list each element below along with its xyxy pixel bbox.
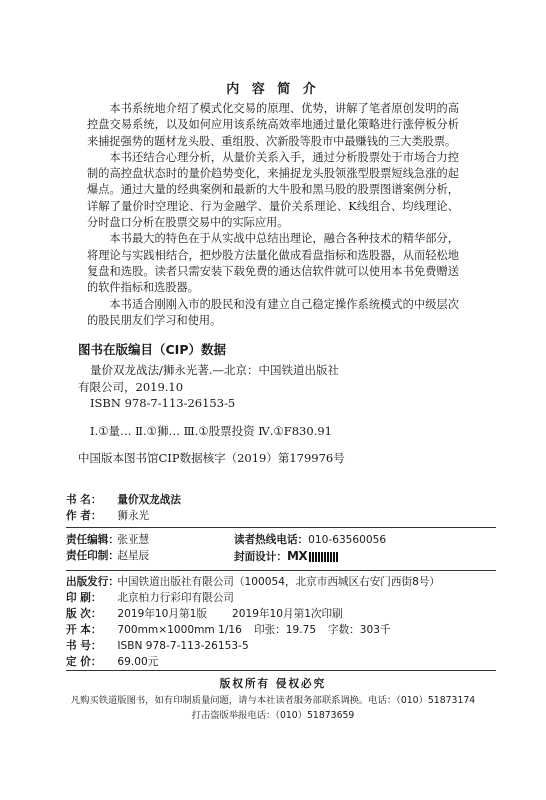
cip-line-5: 中国版本图书馆CIP数据核字（2019）第179976号 (78, 451, 345, 465)
publication-meta (66, 574, 496, 670)
cover-label: 封面设计： (234, 551, 287, 563)
editor-row (66, 532, 496, 548)
author-row (66, 508, 496, 524)
hotline-label: 读者热线电话： (234, 534, 309, 546)
cip-block (78, 362, 478, 467)
price-value: 69.00元 (117, 656, 159, 668)
printing-label: 责任印制： (66, 550, 119, 562)
cover-group (234, 548, 339, 565)
intro-body (87, 101, 459, 329)
edition-label: 版 次： (66, 608, 102, 620)
publisher-value: 中国铁道出版社有限公司（100054，北京市西城区右安门西街8号） (117, 576, 440, 588)
print-row (66, 590, 496, 606)
editor-label: 责任编辑： (66, 534, 119, 546)
editor-meta (66, 532, 496, 564)
divider-3 (66, 670, 496, 671)
edition-row (66, 606, 496, 622)
divider-2 (66, 570, 496, 571)
format-value: 700mm×1000mm 1/16 (117, 624, 242, 636)
print-label: 印 刷： (66, 592, 102, 604)
intro-paragraph-1: 本书系统地介绍了模式化交易的原理、优势，讲解了笔者原创发明的高控盘交易系统，以及如何应用该系统高效率地通过量化策略进行涨停板分析来捕捉强势的题材龙头股、重组股、次新股等股市中最赚钱的三大类股票。 (87, 102, 459, 148)
book-meta (66, 492, 496, 524)
cip-title: 图书在版编目（CIP）数据 (78, 342, 226, 357)
book-title-row (66, 492, 496, 508)
cip-line-1: 量价双龙战法/狮永光著.—北京：中国铁道出版社 (90, 363, 340, 377)
printing-row (66, 548, 496, 564)
price-row (66, 654, 496, 670)
intro-paragraph-2: 本书还结合心理分析，从量价关系入手，通过分析股票处于市场合力控制的高控盘状态时的量价趋势变化，来捕捉龙头股领涨型股票短线急涨的起爆点。通过大量的经典案例和最新的大牛股和黑马股的股票图谱案例分析，详解了量价时空理论、行为金融学、量价关系理论、K线组合、均线理论、分时盘口分析在股票交易中的实际应用。 (87, 150, 459, 230)
price-label: 定 价： (66, 656, 102, 668)
publisher-row (66, 574, 496, 590)
cover-design-logo: MX (286, 549, 308, 563)
print-value: 北京柏力行彩印有限公司 (117, 592, 234, 604)
edition-value: 2019年10月第1版 (117, 608, 207, 620)
intro-title: 内 容 简 介 (226, 82, 320, 97)
editor-value: 张亚慧 (117, 534, 150, 546)
rights-title: 版权所有 侵权必究 (219, 678, 327, 690)
hotline-group (234, 532, 386, 548)
isbn-row (66, 638, 496, 654)
isbn-label: 书 号： (66, 640, 102, 652)
printing-value: 赵星辰 (117, 550, 150, 562)
hotline-value: 010-63560056 (308, 534, 387, 546)
isbn-value: ISBN 978-7-113-26153-5 (117, 640, 249, 652)
format-label: 开 本： (66, 624, 102, 636)
cip-line-2: 有限公司，2019.10 (78, 379, 184, 394)
author-value: 狮永光 (117, 510, 150, 522)
format-row (66, 622, 496, 638)
book-title-value: 量价双龙战法 (117, 494, 181, 506)
rights-line-2: 打击盗版举报电话：（010）51873659 (191, 710, 355, 721)
author-label: 作 者： (66, 510, 102, 522)
intro-paragraph-3: 本书最大的特色在于从实战中总结出理论，融合各种技术的精华部分，将理论与实践相结合，把炒股方法量化做成看盘指标和选股器，从而轻松地复盘和选股。读者只需安装下载免费的通达信软件就可以使用本书免费赠送的软件指标和选股器。 (87, 232, 459, 295)
impression-value: 2019年10月第1次印刷 (232, 608, 343, 620)
intro-paragraph-4: 本书适合刚刚入市的股民和没有建立自己稳定操作系统模式的中级层次的股民朋友们学习和使用。 (87, 297, 459, 327)
divider-1 (66, 527, 496, 528)
book-title-label: 书 名： (66, 494, 102, 506)
words-value: 字数：303千 (328, 624, 391, 636)
cip-line-4: Ⅰ.①量… Ⅱ.①狮… Ⅲ.①股票投资 Ⅳ.①F830.91 (90, 423, 332, 438)
cover-design-logo-mark (309, 552, 339, 562)
publisher-label: 出版发行： (66, 576, 119, 588)
rights-line-1: 凡购买铁道版图书，如有印制质量问题，请与本社读者服务部联系调换。电话：（010）51873174 (70, 695, 476, 706)
cip-line-3: ISBN 978-7-113-26153-5 (90, 396, 236, 410)
sheets-value: 印张：19.75 (254, 624, 317, 636)
